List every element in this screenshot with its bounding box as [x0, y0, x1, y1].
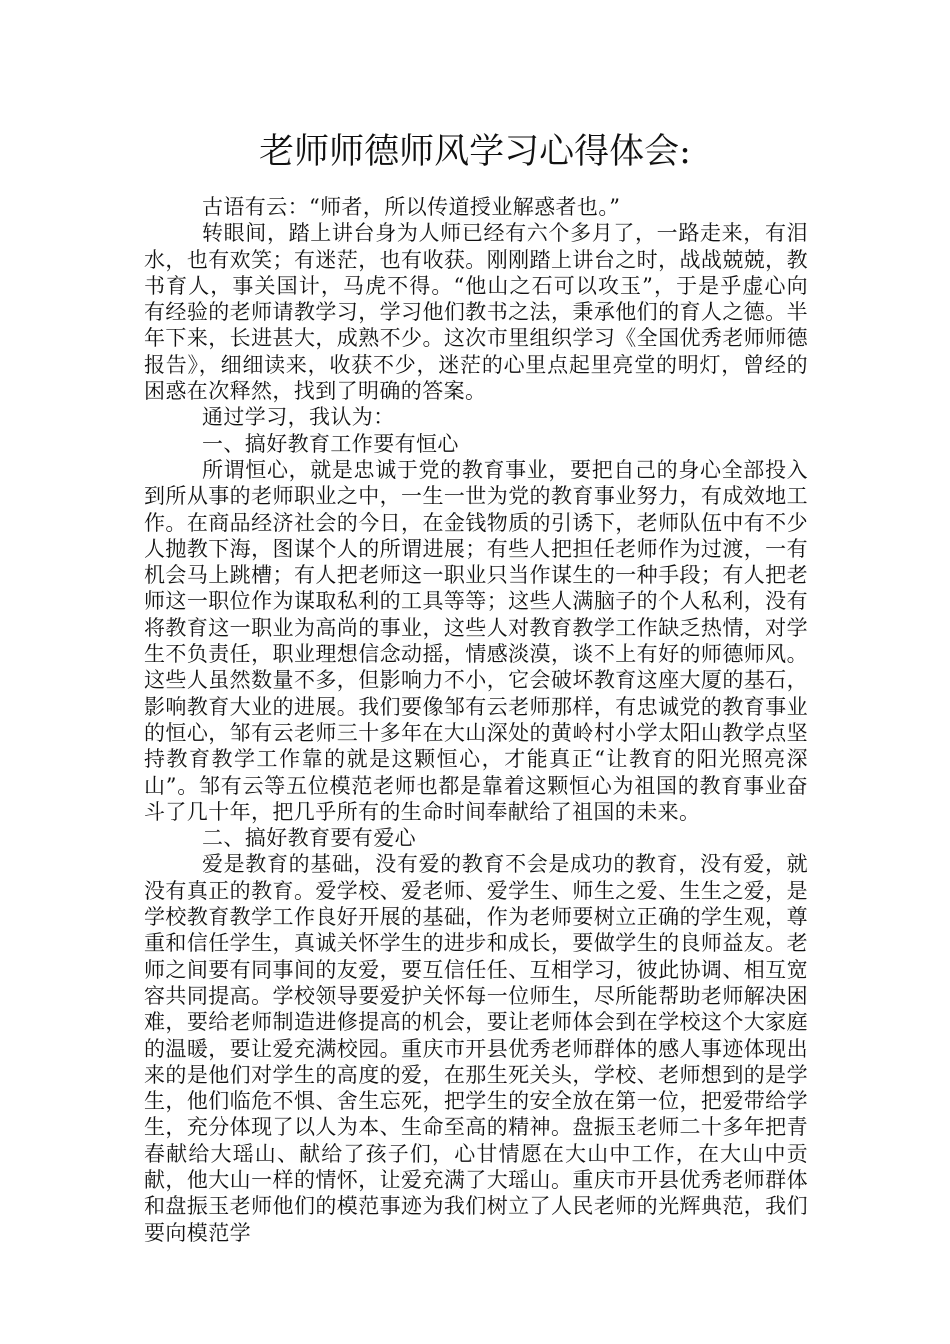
section-heading-2: 二、搞好教育要有爱心: [202, 826, 416, 851]
paragraph-section-1: 所谓恒心，就是忠诚于党的教育事业，要把自己的身心全部投入到所从事的老师职业之中，一生一世为党的教育事业努力，有成效地工作。在商品经济社会的今日，在金钱物质的引诱下，老师队伍中有不少人抛教下海，图谋个人的所谓进展；有些人把担任老师作为过渡，一有机会马上跳槽；有人把老师这一职业只当作谋生的一种手段；有人把老师这一职位作为谋取私利的工具等等；这些人满脑子的个人私利，没有将教育这一职业为高尚的事业，这些人对教育教学工作缺乏热情，对学生不负责任，职业理想信念动摇，情感淡漠，谈不上有好的师德师风。这些人虽然数量不多，但影响力不小，它会破坏教育这座大厦的基石，影响教育大业的进展。我们要像邹有云老师那样，有忠诚党的教育事业的恒心，邹有云老师三十多年在大山深处的黄岭村小学太阳山教学点坚持教育教学工作靠的就是这颗恒心，才能真正“让教育的阳光照亮深山”。邹有云等五位模范老师也都是靠着这颗恒心为祖国的教育事业奋斗了几十年，把几乎所有的生命时间奉献给了祖国的未来。: [144, 457, 808, 824]
document-body: [144, 194, 808, 1246]
paragraph-intro: 转眼间，踏上讲台身为人师已经有六个多月了，一路走来，有泪水，也有欢笑；有迷茫，也有收获。刚刚踏上讲台之时，战战兢兢，教书育人，事关国计，马虎不得。“他山之石可以攻玉”，于是乎虚心向有经验的老师请教学习，学习他们教书之法，秉承他们的育人之德。半年下来，长进甚大，成熟不少。这次市里组织学习《全国优秀老师师德报告》，细细读来，收获不少，迷茫的心里点起里亮堂的明灯，曾经的困惑在次释然，找到了明确的答案。: [144, 221, 808, 404]
section-heading-1: 一、搞好教育工作要有恒心: [202, 431, 459, 456]
paragraph-section-2: 爱是教育的基础，没有爱的教育不会是成功的教育，没有爱，就没有真正的教育。爱学校、爱老师、爱学生、师生之爱、生生之爱，是学校教育教学工作良好开展的基础，作为老师要树立正确的学生观，尊重和信任学生，真诚关怀学生的进步和成长，要做学生的良师益友。老师之间要有同事间的友爱，要互信任任、互相学习，彼此协调、相互宽容共同提高。学校领导要爱护关怀每一位师生，尽所能帮助老师解决困难，要给老师制造进修提高的机会，要让老师体会到在学校这个大家庭的温暖，要让爱充满校园。重庆市开县优秀老师群体的感人事迹体现出来的是他们对学生的高度的爱，在那生死关头，学校、老师想到的是学生，他们临危不惧、舍生忘死，把学生的安全放在第一位，把爱带给学生，充分体现了以人为本、生命至高的精神。盘振玉老师二十多年把青春献给大瑶山、献给了孩子们，心甘情愿在大山中工作，在大山中贡献，他大山一样的情怀，让爱充满了大瑶山。重庆市开县优秀老师群体和盘振玉老师他们的模范事迹为我们树立了人民老师的光辉典范，我们要向模范学: [144, 852, 808, 1245]
paragraph-quote: 古语有云：“师者，所以传道授业解惑者也。”: [202, 195, 621, 219]
document-title: 老师师德师风学习心得体会:: [259, 132, 691, 172]
paragraph-lead-in: 通过学习，我认为：: [202, 405, 395, 430]
